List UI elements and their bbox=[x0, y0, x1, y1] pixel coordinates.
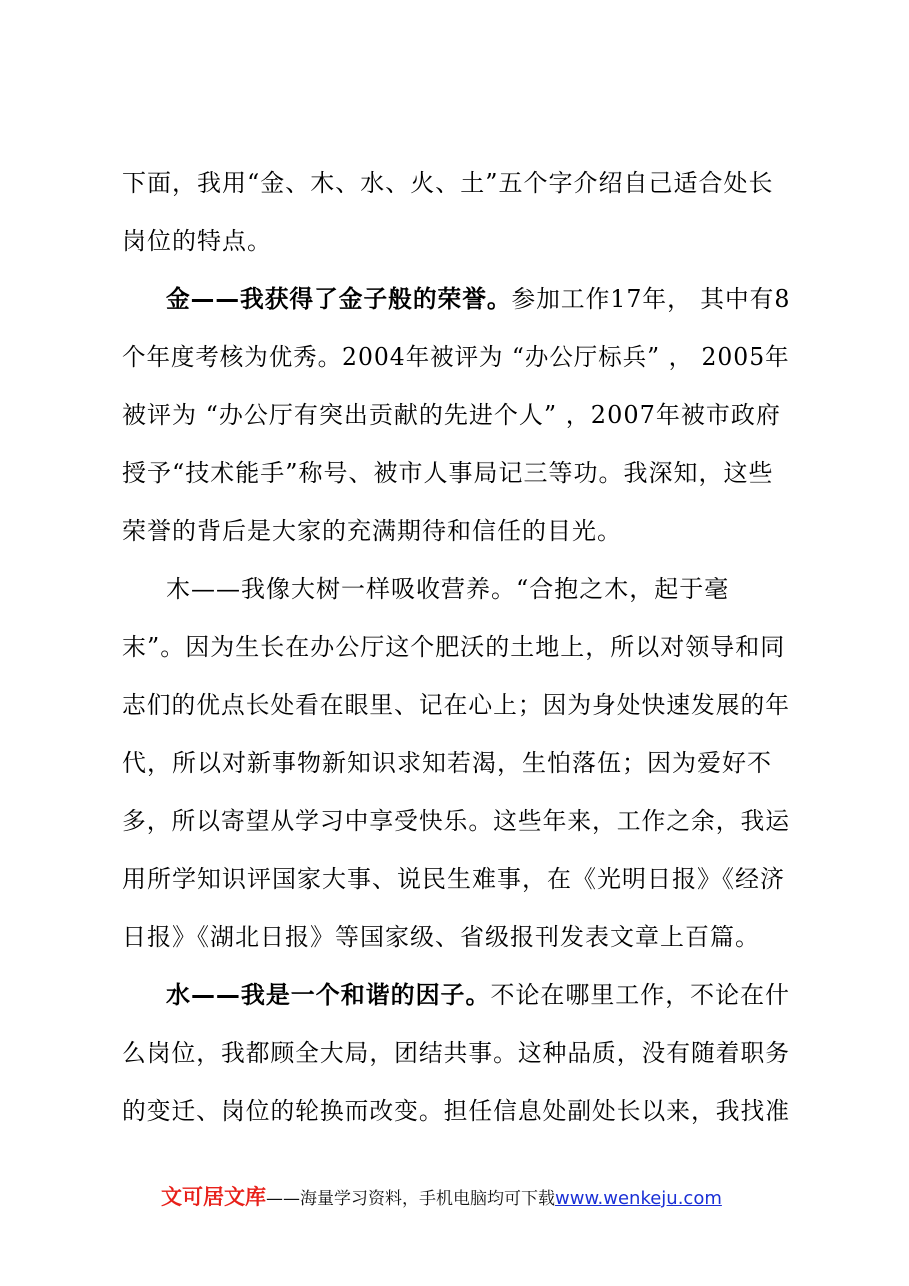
line-text: 参加工作17年， 其中有8 bbox=[511, 285, 791, 313]
text-line bbox=[122, 801, 790, 841]
line-text: 志们的优点长处看在眼里、记在心上；因为身处快速发展的年 bbox=[122, 691, 790, 719]
line-text: 多，所以寄望从学习中享受快乐。这些年来，工作之余，我运 bbox=[122, 807, 790, 835]
text-line bbox=[122, 917, 790, 957]
text-line bbox=[122, 221, 790, 261]
line-text: 荣誉的背后是大家的充满期待和信任的目光。 bbox=[122, 517, 622, 545]
line-text: 岗位的特点。 bbox=[122, 227, 272, 255]
line-text: 么岗位，我都顾全大局，团结共事。这种品质，没有随着职务 bbox=[122, 1039, 790, 1067]
line-text: 被评为 “办公厅有突出贡献的先进个人” ，2007年被市政府 bbox=[122, 401, 781, 429]
text-line bbox=[122, 453, 790, 493]
line-text: 授予“技术能手”称号、被市人事局记三等功。我深知，这些 bbox=[122, 459, 774, 487]
line-text: 不论在哪里工作，不论在什 bbox=[490, 981, 790, 1009]
line-text: 代，所以对新事物新知识求知若渴，生怕落伍；因为爱好不 bbox=[122, 749, 772, 777]
text-line bbox=[122, 627, 790, 667]
footer-brand: 文可居文库 bbox=[161, 1185, 266, 1209]
paragraph-lead-bold: 金——我获得了金子般的荣誉。 bbox=[166, 285, 512, 313]
line-text: 日报》《湖北日报》等国家级、省级报刊发表文章上百篇。 bbox=[122, 923, 760, 951]
text-line bbox=[122, 337, 790, 377]
text-line bbox=[122, 395, 790, 435]
line-text: 用所学知识评国家大事、说民生难事，在《光明日报》《经济 bbox=[122, 865, 785, 893]
footer-tagline: ——海量学习资料，手机电脑均可下载 bbox=[266, 1189, 555, 1209]
footer-url-link[interactable]: www.wenkeju.com bbox=[555, 1188, 722, 1209]
text-line bbox=[122, 743, 790, 783]
line-text: 个年度考核为优秀。2004年被评为 “办公厅标兵” ， 2005年 bbox=[122, 343, 790, 371]
line-text: 下面，我用“金、木、水、火、土”五个字介绍自己适合处长 bbox=[122, 169, 774, 197]
line-text: 木——我像大树一样吸收营养。“合抱之木，起于毫 bbox=[166, 575, 730, 603]
line-text: 末”。因为生长在办公厅这个肥沃的土地上，所以对领导和同 bbox=[122, 633, 786, 661]
paragraph-first-line bbox=[166, 975, 789, 1015]
text-line bbox=[122, 511, 790, 551]
line-text: 的变迁、岗位的轮换而改变。担任信息处副处长以来，我找准 bbox=[122, 1097, 790, 1125]
footer-banner bbox=[161, 1180, 722, 1214]
text-line bbox=[122, 1091, 790, 1131]
paragraph-first-line bbox=[166, 279, 791, 319]
text-line bbox=[122, 685, 790, 725]
text-line bbox=[122, 859, 790, 899]
text-line bbox=[122, 163, 790, 203]
text-line bbox=[122, 1033, 790, 1073]
paragraph-first-line bbox=[166, 569, 790, 609]
paragraph-lead-bold: 水——我是一个和谐的因子。 bbox=[166, 981, 491, 1009]
